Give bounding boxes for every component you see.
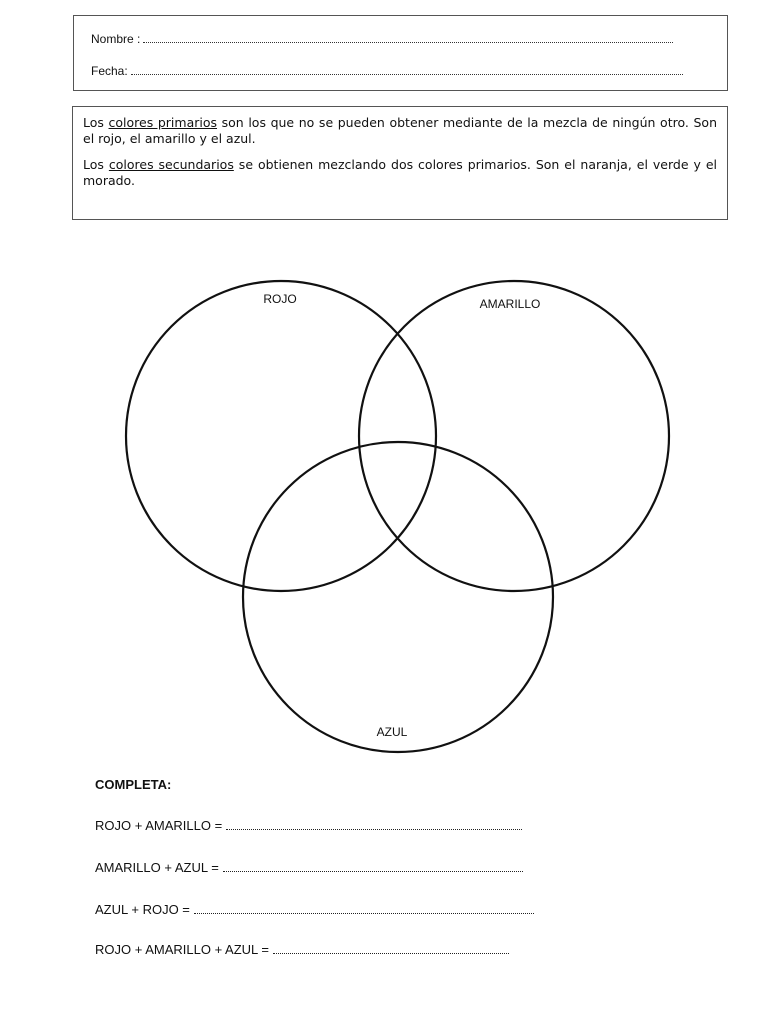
equation-row[interactable] bbox=[95, 860, 523, 875]
nombre-label: Nombre : bbox=[91, 32, 141, 46]
secondary-colors-term: colores secundarios bbox=[108, 157, 234, 172]
p1-prefix: Los bbox=[83, 115, 109, 130]
answer-blank-line[interactable] bbox=[223, 861, 523, 872]
equation-text: ROJO + AMARILLO + AZUL = bbox=[95, 942, 270, 957]
equation-row[interactable] bbox=[95, 902, 534, 917]
equation-text: AZUL + ROJO = bbox=[95, 902, 190, 917]
p1-suffix: son los que no se pueden obtener mediante de la mezcla de ningún otro. Son el rojo, el amarillo y el azul. bbox=[83, 115, 717, 146]
amarillo-label: AMARILLO bbox=[479, 297, 541, 311]
completa-heading: COMPLETA: bbox=[95, 777, 172, 792]
p2-suffix: se obtienen mezclando dos colores primarios. Son el naranja, el verde y el morado. bbox=[83, 157, 718, 188]
equation-text: ROJO + AMARILLO = bbox=[95, 818, 223, 833]
rojo-circle[interactable] bbox=[126, 281, 436, 591]
equation-text: AMARILLO + AZUL = bbox=[95, 860, 219, 875]
fecha-label: Fecha: bbox=[91, 64, 128, 78]
equation-row[interactable] bbox=[95, 942, 509, 957]
amarillo-circle[interactable] bbox=[359, 281, 669, 591]
azul-label: AZUL bbox=[376, 725, 408, 739]
rojo-label: ROJO bbox=[263, 292, 297, 306]
answer-blank-line[interactable] bbox=[273, 943, 509, 954]
p2-prefix: Los bbox=[83, 157, 109, 172]
equation-row[interactable] bbox=[95, 818, 522, 833]
answer-blank-line[interactable] bbox=[226, 819, 522, 830]
answer-blank-line[interactable] bbox=[194, 903, 534, 914]
primary-colors-term: colores primarios bbox=[108, 115, 218, 130]
azul-circle[interactable] bbox=[243, 442, 553, 752]
